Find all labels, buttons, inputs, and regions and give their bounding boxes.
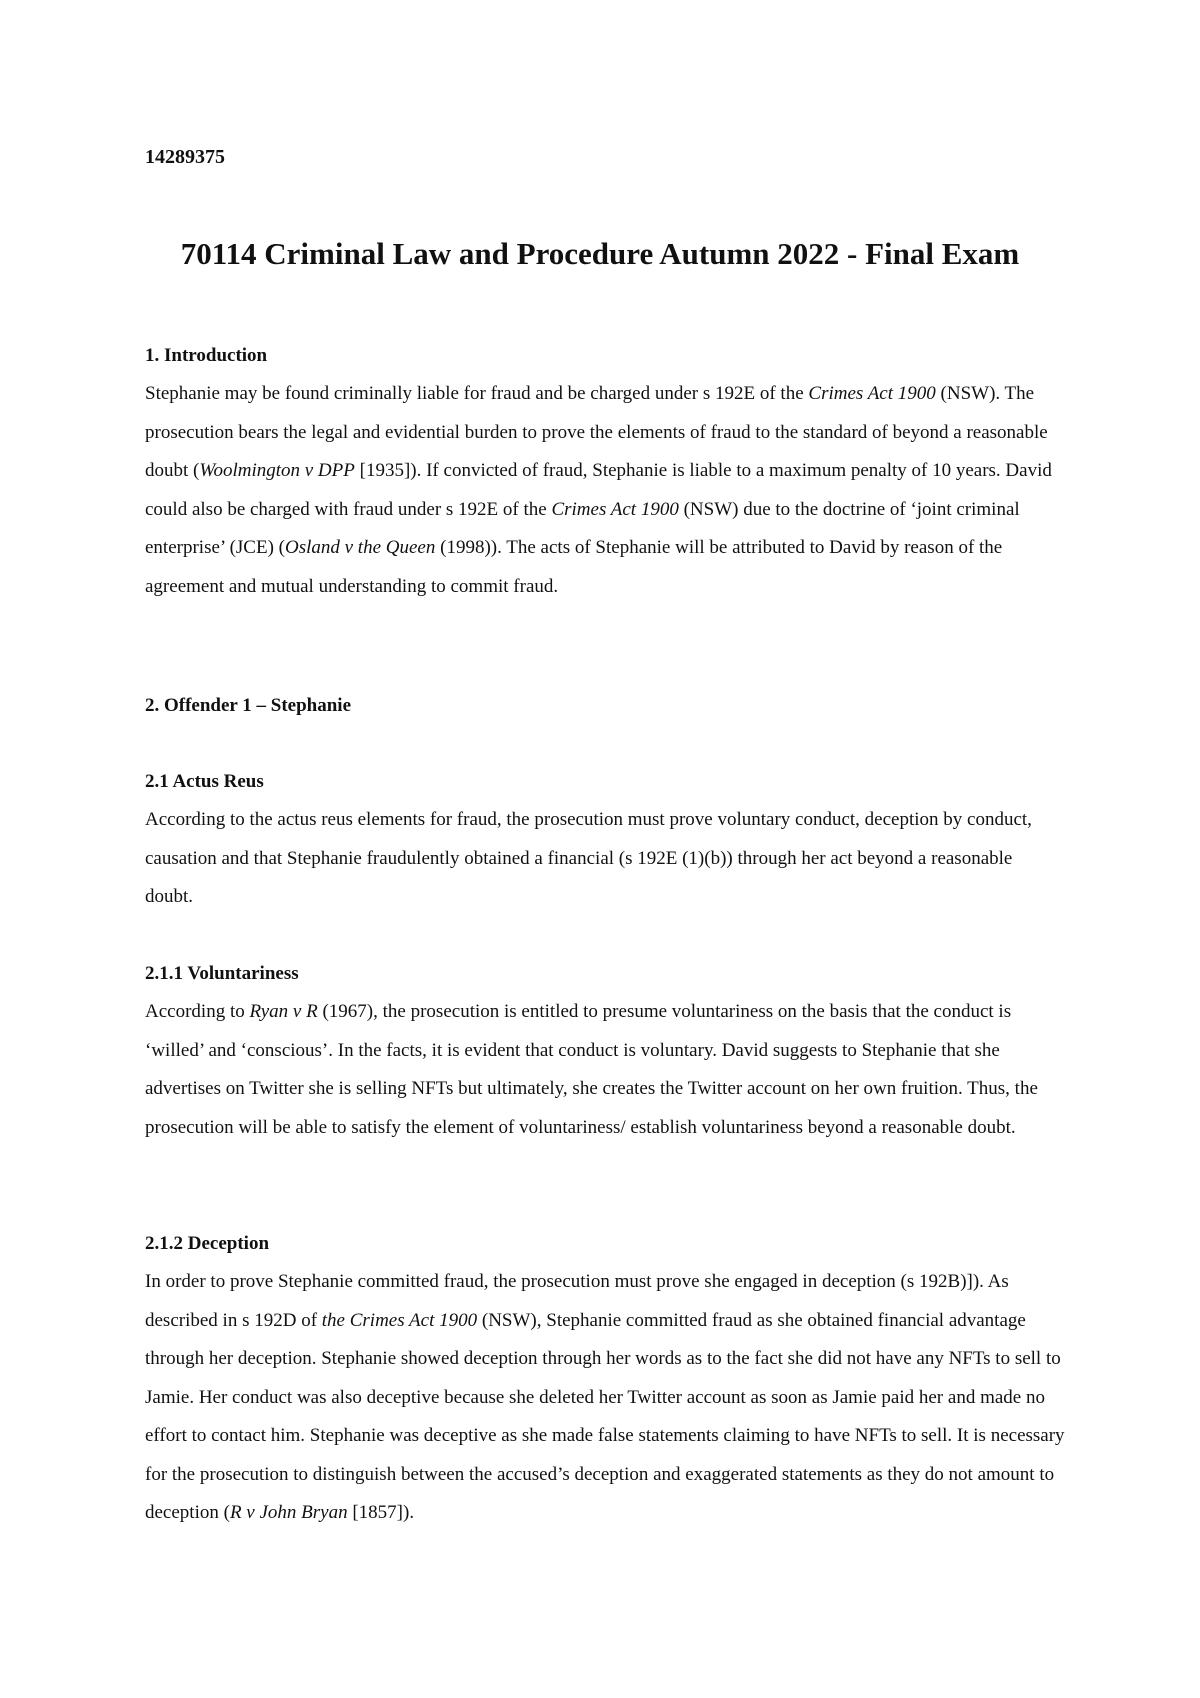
section-paragraph: According to Ryan v R (1967), the prosecution is entitled to presume voluntariness on the basis that the conduct is ‘willed’ and ‘conscious’. In the facts, it is evident that conduct is voluntary. David suggests to Stephanie that she advertises on Twitter she is selling NFTs but ultimately, she creates the Twitter account on her own fruition. Thus, the prosecution will be able to satisfy the element of voluntariness/ establish voluntariness beyond a reasonable doubt. (145, 1001, 1038, 1138)
section-introduction (145, 337, 1065, 606)
document-title: 70114 Criminal Law and Procedure Autumn 2022 - Final Exam (180, 236, 1020, 271)
section-paragraph: In order to prove Stephanie committed fraud, the prosecution must prove she engaged in deception (s 192B)]). As described in s 192D of the Crimes Act 1900 (NSW), Stephanie committed fraud as she obtained financial advantage through her deception. Stephanie showed deception through her words as to the fact she did not have any NFTs to sell to Jamie. Her conduct was also deceptive because she deleted her Twitter account as soon as Jamie paid her and made no effort to contact him. Stephanie was deceptive as she made false statements claiming to have NFTs to sell. It is necessary for the prosecution to distinguish between the accused’s deception and exaggerated statements as they do not amount to deception (R v John Bryan [1857]). (145, 1271, 1065, 1523)
section-paragraph: Stephanie may be found criminally liable for fraud and be charged under s 192E of the Crimes Act 1900 (NSW). The prosecution bears the legal and evidential burden to prove the elements of fraud to the standard of beyond a reasonable doubt (Woolmington v DPP [1935]). If convicted of fraud, Stephanie is liable to a maximum penalty of 10 years. David could also be charged with fraud under s 192E of the Crimes Act 1900 (NSW) due to the doctrine of ‘joint criminal enterprise’ (JCE) (Osland v the Queen (1998)). The acts of Stephanie will be attributed to David by reason of the agreement and mutual understanding to commit fraud. (145, 383, 1052, 597)
section-heading: 1. Introduction (145, 345, 268, 366)
section-actus-reus (145, 763, 1065, 917)
section-offender-1 (145, 687, 1065, 725)
section-heading: 2. Offender 1 – Stephanie (145, 695, 352, 716)
section-deception (145, 1225, 1065, 1533)
section-paragraph: According to the actus reus elements for fraud, the prosecution must prove voluntary conduct, deception by conduct, causation and that Stephanie fraudulently obtained a financial (s 192E (1)(b)) through her act beyond a reasonable doubt. (145, 809, 1032, 907)
student-id: 14289375 (145, 146, 225, 168)
section-heading: 2.1 Actus Reus (145, 771, 264, 792)
section-heading: 2.1.2 Deception (145, 1233, 270, 1254)
section-heading: 2.1.1 Voluntariness (145, 963, 299, 984)
section-voluntariness (145, 955, 1065, 1147)
